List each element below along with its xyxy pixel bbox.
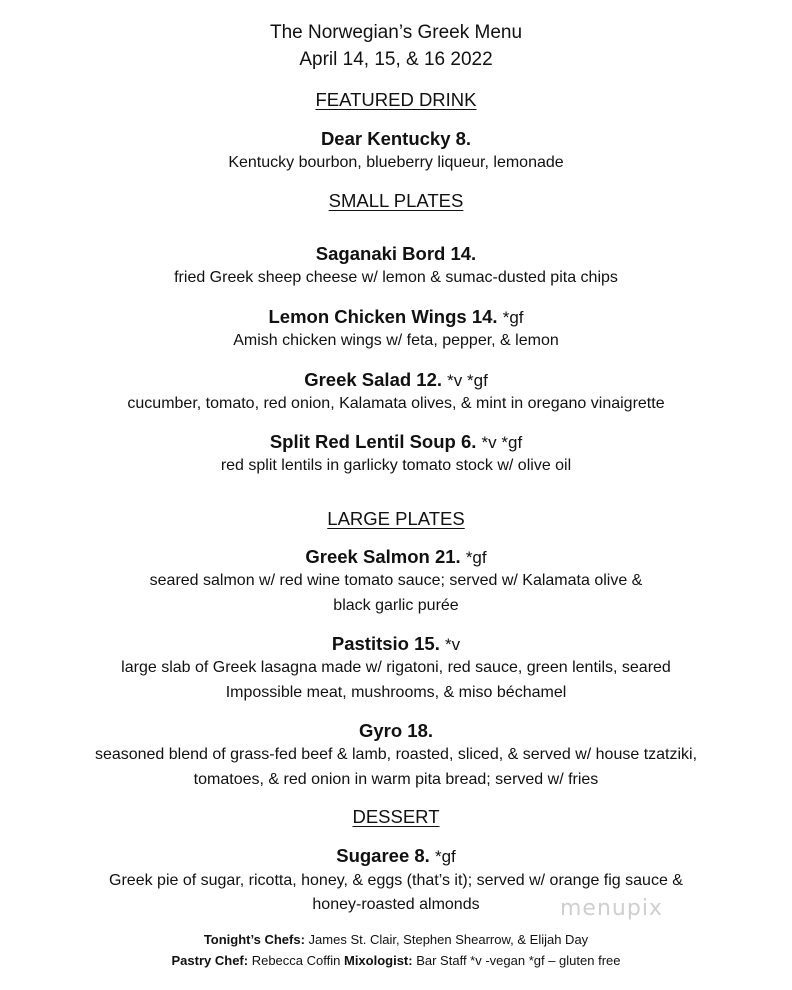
footer-chefs (0, 932, 792, 947)
footer-value: Rebecca Coffin (251, 953, 341, 968)
menu-item-description: tomatoes, & red onion in warm pita bread; served w/ fries (193, 771, 599, 788)
menu-item-description: black garlic purée (333, 597, 459, 614)
menu-item-name (0, 546, 792, 568)
menu-item-name (0, 431, 792, 453)
dietary-tags: *v *gf (447, 371, 488, 390)
section-heading-featured-drink: FEATURED DRINK (315, 89, 477, 110)
item-name: Pastitsio 15. (331, 633, 440, 654)
menu-item-description: red split lentils in garlicky tomato stock w/ olive oil (220, 457, 572, 474)
item-name: Greek Salmon 21. (305, 546, 461, 567)
menu-item-description: seasoned blend of grass-fed beef & lamb, roasted, sliced, & served w/ house tzatziki, (94, 746, 698, 763)
dietary-tags: *gf (465, 548, 487, 567)
footer-pastry-mixologist (0, 953, 792, 968)
menu-item-description: seared salmon w/ red wine tomato sauce; served w/ Kalamata olive & (149, 572, 643, 589)
item-name: Saganaki Bord 14. (315, 243, 477, 264)
item-name: Dear Kentucky 8. (320, 128, 472, 149)
footer-value: James St. Clair, Stephen Shearrow, & Elijah Day (308, 932, 589, 947)
menu-item-description: Impossible meat, mushrooms, & miso béchamel (225, 684, 567, 701)
item-name: Greek Salad 12. (304, 369, 443, 390)
footer-value: Bar Staff *v -vegan *gf – gluten free (416, 953, 621, 968)
item-name: Split Red Lentil Soup 6. (269, 431, 477, 452)
section-heading-dessert: DESSERT (352, 806, 440, 827)
section-heading-small-plates: SMALL PLATES (328, 190, 464, 211)
menu-item-description: Greek pie of sugar, ricotta, honey, & eggs (that’s it); served w/ orange fig sauce & (109, 872, 683, 889)
footer-label: Tonight’s Chefs: (203, 932, 305, 947)
menu-title: The Norwegian’s Greek Menu (269, 22, 523, 43)
menu-item-description: fried Greek sheep cheese w/ lemon & sumac-dusted pita chips (174, 269, 618, 286)
item-name: Gyro 18. (358, 720, 434, 741)
footer-label: Mixologist: (343, 953, 413, 968)
menu-item-description: Kentucky bourbon, blueberry liqueur, lemonade (228, 154, 564, 171)
footer-label: Pastry Chef: (171, 953, 249, 968)
menu-item-name (0, 720, 792, 742)
item-name: Sugaree 8. (336, 845, 430, 866)
menu-item-description: cucumber, tomato, red onion, Kalamata olives, & mint in oregano vinaigrette (127, 395, 665, 412)
watermark: menupix (560, 896, 663, 921)
menu-item-description: honey-roasted almonds (312, 896, 480, 913)
menu-item-name (0, 306, 792, 328)
menu-item-name (0, 128, 792, 150)
menu-item-description: Amish chicken wings w/ feta, pepper, & lemon (233, 332, 559, 349)
menu-item-name (0, 633, 792, 655)
menu-item-description: large slab of Greek lasagna made w/ rigatoni, red sauce, green lentils, seared (121, 659, 671, 676)
dietary-tags: *gf (502, 308, 524, 327)
menu-item-name (0, 845, 792, 867)
menu-item-name (0, 243, 792, 265)
dietary-tags: *gf (434, 847, 456, 866)
menu-dates: April 14, 15, & 16 2022 (299, 49, 493, 70)
menu-item-name (0, 369, 792, 391)
item-name: Lemon Chicken Wings 14. (268, 306, 498, 327)
dietary-tags: *v *gf (481, 433, 523, 452)
dietary-tags: *v (444, 635, 461, 654)
section-heading-large-plates: LARGE PLATES (327, 508, 465, 529)
